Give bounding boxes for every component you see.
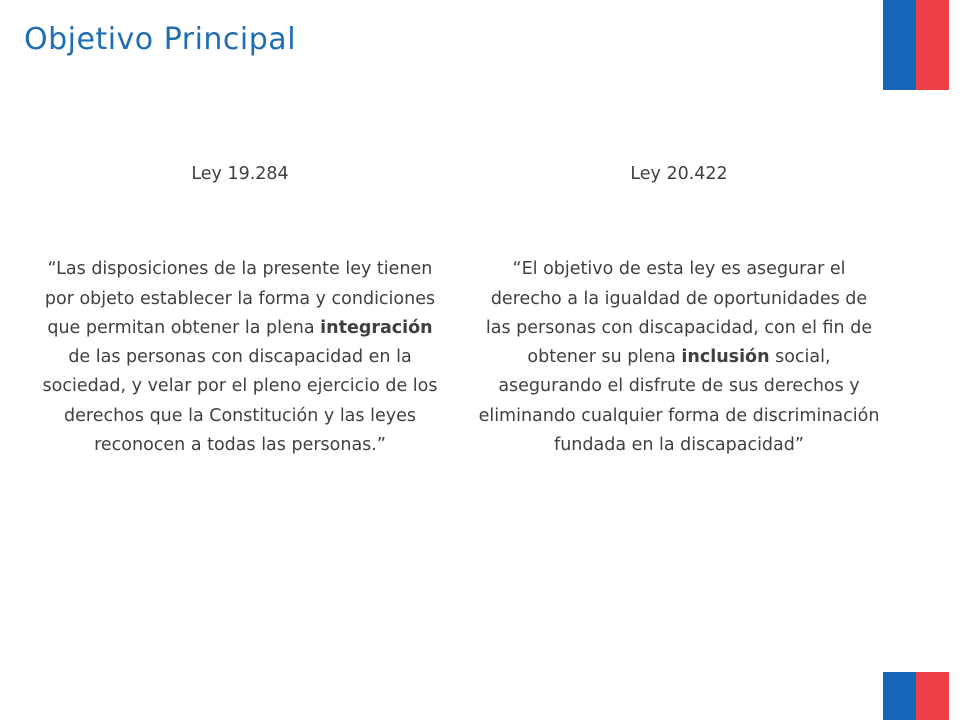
blue-stripe xyxy=(883,672,916,720)
quote-emphasis: inclusión xyxy=(681,347,770,368)
slide-title: Objetivo Principal xyxy=(24,22,297,57)
law-quote xyxy=(40,255,440,460)
red-stripe xyxy=(916,672,949,720)
law-quote xyxy=(478,255,880,460)
chile-flag-stripe-bottom xyxy=(883,672,949,720)
blue-stripe xyxy=(883,0,916,90)
quote-emphasis: integración xyxy=(320,317,433,338)
quote-text: de las personas con discapacidad en la sociedad, y velar por el pleno ejercicio de los derechos que la Constitución y las leyes reconocen a todas las personas.” xyxy=(42,347,438,456)
law-column-right xyxy=(478,160,880,460)
quote-text: “Las disposiciones de la presente ley tienen por objeto establecer la forma y condiciones que permitan obtener la plena xyxy=(44,259,436,338)
red-stripe xyxy=(916,0,949,90)
quote-text: “El objetivo de esta ley es asegurar el derecho a la igualdad de oportunidades de las personas con discapacidad, con el fin de obtener su plena xyxy=(485,259,873,368)
chile-flag-stripe-top xyxy=(883,0,949,90)
law-column-left xyxy=(40,160,440,460)
law-heading: Ley 20.422 xyxy=(630,164,728,184)
law-heading: Ley 19.284 xyxy=(191,164,289,184)
quote-text: social, asegurando el disfrute de sus derechos y eliminando cualquier forma de discriminación fundada en la discapacidad” xyxy=(478,347,880,456)
